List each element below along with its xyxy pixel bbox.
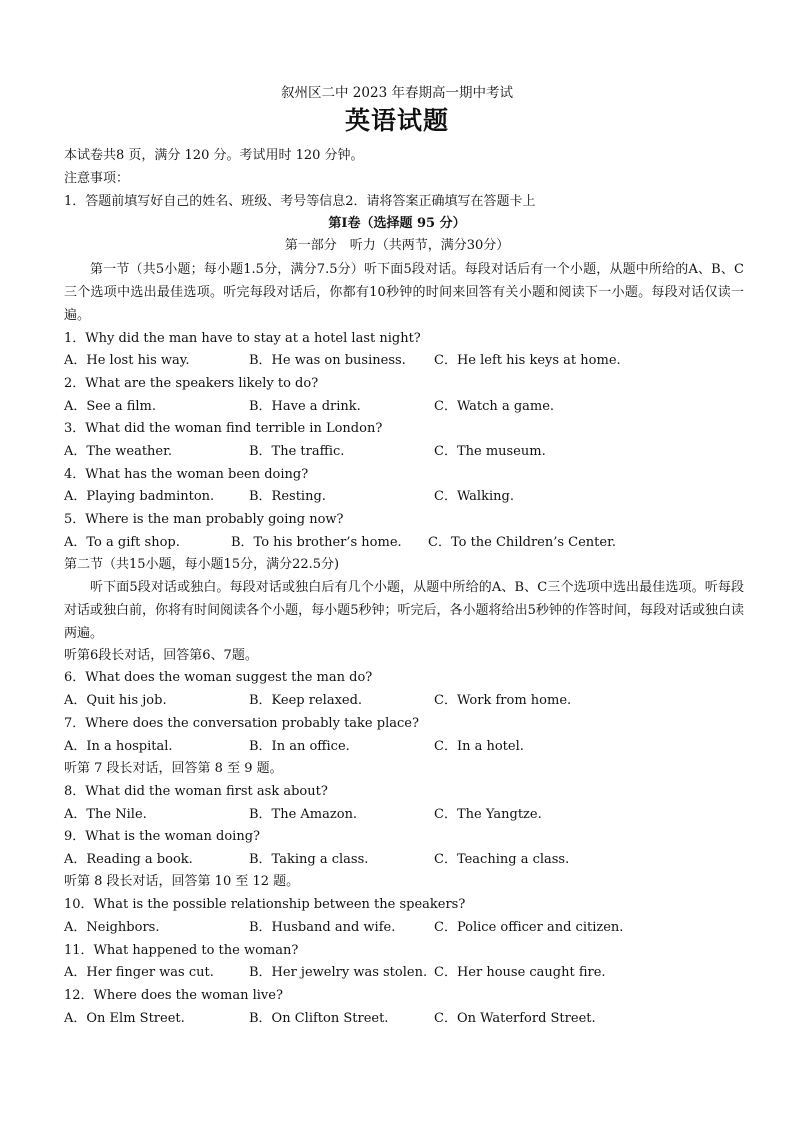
question-8: 8．What did the woman first ask about?: [64, 784, 328, 799]
question-12: 12．Where does the woman live?: [64, 988, 283, 1003]
option-a: A．See a film.: [64, 399, 156, 414]
option-b: B．To his brother’s home.: [231, 535, 402, 550]
notes-text: 1．答题前填写好自己的姓名、班级、考号等信息2．请将答案正确填写在答题卡上: [64, 194, 536, 209]
option-b: B．Keep relaxed.: [249, 693, 363, 708]
option-c: C．Walking.: [434, 489, 514, 504]
group-label-8: 听第 8 段长对话，回答第 10 至 12 题。: [64, 874, 300, 889]
volume-title: 第I卷（选择题 95 分）: [328, 216, 466, 231]
question-4: 4．What has the woman been doing?: [64, 467, 309, 482]
option-b: B．The traffic.: [249, 444, 345, 459]
section2-title: 第二节（共15小题，每小题15分，满分22.5分): [64, 557, 340, 572]
part1-title: 第一部分 听力（共两节，满分30分）: [284, 238, 510, 253]
option-a: A．He lost his way.: [64, 353, 190, 368]
notes-label: 注意事项：: [64, 171, 130, 186]
option-b: B．Her jewelry was stolen.: [249, 965, 428, 980]
group-label-7: 听第 7 段长对话，回答第 8 至 9 题。: [64, 761, 283, 776]
option-a: A．In a hospital.: [64, 739, 173, 754]
question-2: 2．What are the speakers likely to do?: [64, 376, 319, 391]
question-3: 3．What did the woman find terrible in London?: [64, 421, 383, 436]
option-a: A．The Nile.: [64, 807, 147, 822]
option-c: C．Teaching a class.: [434, 852, 570, 867]
section2-instructions: 听下面5段对话或独白。每段对话或独白后有几个小题，从题中所给的A、B、C三个选项中选出最佳选项。听每段对话或独白前，你将有时间阅读各个小题，每小题5秒钟；听完后，各小题将给出5秒钟的作答时间，每段对话或独白读两遍。: [64, 580, 744, 641]
question-5: 5．Where is the man probably going now?: [64, 512, 344, 527]
option-b: B．Husband and wife.: [249, 920, 396, 935]
option-a: A．On Elm Street.: [64, 1011, 185, 1026]
option-b: B．Taking a class.: [249, 852, 369, 867]
option-a: A．Playing badminton.: [64, 489, 215, 504]
option-c: C．To the Children’s Center.: [428, 535, 617, 550]
option-c: C．On Waterford Street.: [434, 1011, 596, 1026]
option-c: C．Police officer and citizen.: [434, 920, 624, 935]
option-a: A．Quit his job.: [64, 693, 167, 708]
option-c: C．In a hotel.: [434, 739, 524, 754]
option-b: B．Have a drink.: [249, 399, 361, 414]
option-c: C．Her house caught fire.: [434, 965, 606, 980]
option-c: C．The museum.: [434, 444, 546, 459]
exam-subtitle: 叙州区二中 2023 年春期高一期中考试: [281, 85, 513, 101]
option-c: C．The Yangtze.: [434, 807, 542, 822]
option-a: A．Her finger was cut.: [64, 965, 214, 980]
question-11: 11．What happened to the woman?: [64, 943, 299, 958]
option-c: C．Work from home.: [434, 693, 572, 708]
question-9: 9．What is the woman doing?: [64, 829, 261, 844]
option-b: B．The Amazon.: [249, 807, 358, 822]
option-b: B．On Clifton Street.: [249, 1011, 389, 1026]
option-a: A．Neighbors.: [64, 920, 160, 935]
option-b: B．In an office.: [249, 739, 350, 754]
option-b: B．Resting.: [249, 489, 326, 504]
exam-title: 英语试题: [344, 106, 449, 135]
option-a: A．To a gift shop.: [64, 535, 180, 550]
option-c: C．He left his keys at home.: [434, 353, 621, 368]
question-6: 6．What does the woman suggest the man do?: [64, 670, 373, 685]
exam-info: 本试卷共8 页，满分 120 分。考试用时 120 分钟。: [64, 148, 364, 163]
question-7: 7．Where does the conversation probably take place?: [64, 716, 419, 731]
option-b: B．He was on business.: [249, 353, 406, 368]
question-1: 1．Why did the man have to stay at a hotel last night?: [64, 331, 421, 346]
option-a: A．Reading a book.: [64, 852, 193, 867]
section1-instructions: 第一节（共5小题；每小题1.5分，满分7.5分）听下面5段对话。每段对话后有一个小题，从题中所给的A、B、C三个选项中选出最佳选项。听完每段对话后，你都有10秒钟的时间来回答有关小题和阅读下一小题。每段对话仅读一遍。: [64, 262, 744, 323]
option-a: A．The weather.: [64, 444, 173, 459]
question-10: 10．What is the possible relationship between the speakers?: [64, 897, 466, 912]
group-label-6: 听第6段长对话，回答第6、7题。: [64, 648, 258, 663]
option-c: C．Watch a game.: [434, 399, 555, 414]
